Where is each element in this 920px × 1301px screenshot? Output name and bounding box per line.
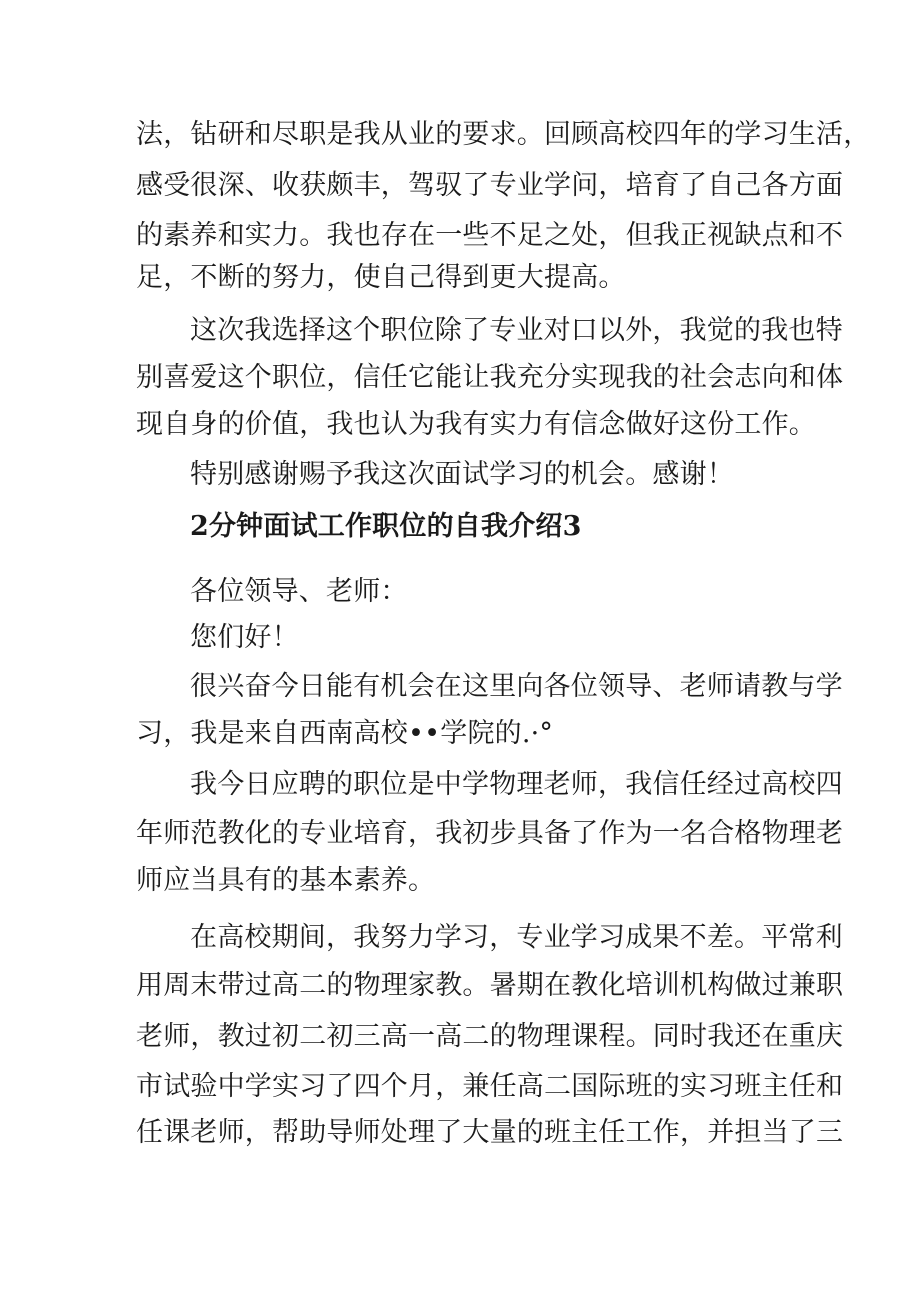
paragraph-6-line-2: 习，我是来自西南高校••学院的.·° (136, 718, 554, 749)
paragraph-8-line-3: 老师，教过初二初三高一高二的物理课程。同时我还在重庆 (136, 1021, 844, 1052)
section-heading: 2分钟面试工作职位的自我介绍3 (190, 511, 582, 542)
paragraph-7-line-2: 年师范教化的专业培育，我初步具备了作为一名合格物理老 (136, 818, 844, 849)
paragraph-2-line-2: 别喜爱这个职位，信任它能让我充分实现我的社会志向和体 (136, 362, 844, 393)
paragraph-8-line-5: 任课老师，帮助导师处理了大量的班主任工作，并担当了三 (136, 1117, 844, 1148)
paragraph-2-line-3: 现自身的价值，我也认为我有实力有信念做好这份工作。 (136, 409, 816, 440)
paragraph-1-line-4: 足，不断的努力，使自己得到更大提高。 (136, 262, 626, 293)
paragraph-3-line-1: 特别感谢赐予我这次面试学习的机会。感谢！ (190, 459, 734, 490)
paragraph-1-line-1: 法，钻研和尽职是我从业的要求。回顾高校四年的学习生活， (136, 119, 871, 150)
hello-line: 您们好！ (190, 622, 299, 653)
paragraph-2-line-1: 这次我选择这个职位除了专业对口以外，我觉的我也特 (190, 315, 843, 346)
paragraph-8-line-4: 市试验中学实习了四个月，兼任高二国际班的实习班主任和 (136, 1071, 844, 1102)
paragraph-6-line-1: 很兴奋今日能有机会在这里向各位领导、老师请教与学 (190, 671, 843, 702)
paragraph-8-line-1: 在高校期间，我努力学习，专业学习成果不差。平常利 (190, 922, 843, 953)
paragraph-7-line-3: 师应当具有的基本素养。 (136, 865, 436, 896)
paragraph-1-line-2: 感受很深、收获颇丰，驾驭了专业学问，培育了自己各方面 (136, 170, 844, 201)
paragraph-7-line-1: 我今日应聘的职位是中学物理老师，我信任经过高校四 (190, 769, 843, 800)
greeting-line: 各位领导、老师： (190, 576, 408, 607)
paragraph-1-line-3: 的素养和实力。我也存在一些不足之处，但我正视缺点和不 (136, 220, 844, 251)
paragraph-8-line-2: 用周末带过高二的物理家教。暑期在教化培训机构做过兼职 (136, 970, 844, 1001)
